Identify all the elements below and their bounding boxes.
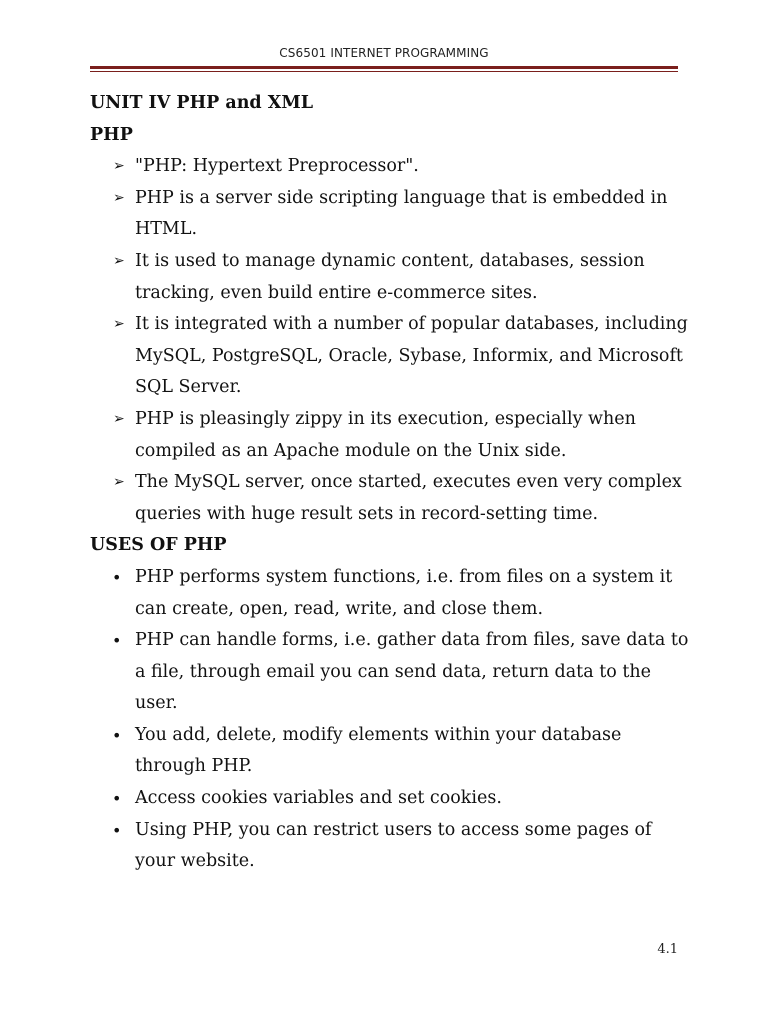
- arrowhead-bullet-icon: ➢: [113, 474, 125, 491]
- list-item-text: It is used to manage dynamic content, databases, session tracking, even build entire e-commerce sites.: [135, 250, 645, 303]
- arrowhead-bullet-icon: ➢: [113, 316, 125, 333]
- arrowhead-bullet-icon: ➢: [113, 410, 125, 427]
- list-item-text: PHP performs system functions, i.e. from files on a system it can create, open, read, write, and close them.: [135, 566, 673, 619]
- list-item-text: PHP is a server side scripting language that is embedded in HTML.: [135, 187, 668, 240]
- uses-section-heading: USES OF PHP: [90, 535, 227, 556]
- page-header: CS6501 INTERNET PROGRAMMING: [279, 46, 489, 60]
- list-item-text: PHP is pleasingly zippy in its execution, especially when compiled as an Apache module on the Unix side.: [135, 408, 636, 461]
- list-item: [90, 720, 690, 783]
- dot-bullet-icon: •: [112, 725, 122, 745]
- list-item: [90, 183, 690, 246]
- dot-bullet-icon: •: [112, 789, 122, 809]
- list-item: [90, 783, 690, 815]
- list-item-text: It is integrated with a number of popular databases, including MySQL, PostgreSQL, Oracle, Sybase, Informix, and Microsoft SQL Server.: [135, 314, 688, 398]
- unit-heading: UNIT IV PHP and XML: [90, 93, 314, 113]
- list-item-text: You add, delete, modify elements within your database through PHP.: [135, 724, 622, 777]
- dot-bullet-icon: •: [112, 567, 122, 587]
- list-item: [90, 562, 690, 625]
- dot-bullet-icon: •: [112, 820, 122, 840]
- list-item: [90, 625, 690, 720]
- list-item: [90, 309, 690, 404]
- list-item-text: Using PHP, you can restrict users to access some pages of your website.: [135, 819, 652, 872]
- list-item-text: Access cookies variables and set cookies.: [135, 788, 502, 809]
- list-item: [90, 467, 690, 530]
- header-rule-thin: [90, 71, 678, 72]
- php-section-heading: PHP: [90, 124, 133, 145]
- list-item-text: PHP can handle forms, i.e. gather data from files, save data to a file, through email you can send data, return data to the user.: [135, 630, 689, 714]
- uses-bullet-list: [90, 562, 690, 878]
- arrowhead-bullet-icon: ➢: [113, 158, 125, 175]
- list-item-text: "PHP: Hypertext Preprocessor".: [135, 156, 419, 177]
- page-number: 4.1: [657, 942, 678, 957]
- header-rule-thick: [90, 66, 678, 69]
- document-body: [90, 88, 690, 878]
- list-item-text: The MySQL server, once started, executes even very complex queries with huge result sets in record-setting time.: [135, 472, 682, 524]
- list-item: [90, 815, 690, 878]
- php-bullet-list: [90, 151, 690, 530]
- dot-bullet-icon: •: [112, 631, 122, 651]
- arrowhead-bullet-icon: ➢: [113, 252, 125, 269]
- list-item: [90, 246, 690, 309]
- list-item: [90, 151, 690, 183]
- list-item: [90, 404, 690, 467]
- arrowhead-bullet-icon: ➢: [113, 189, 125, 206]
